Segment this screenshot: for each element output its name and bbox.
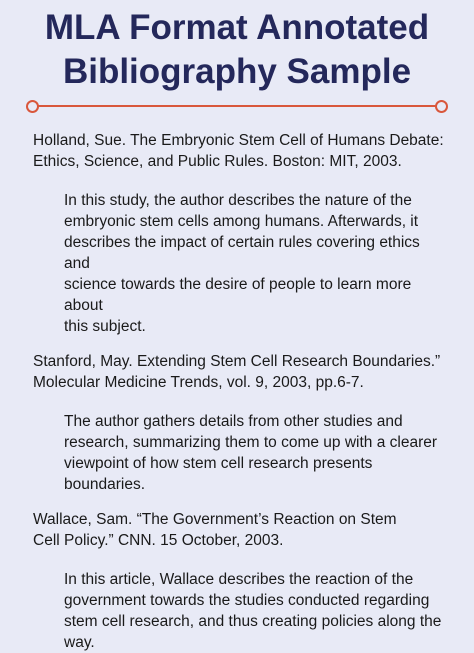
annotation-line: The author gathers details from other studies and <box>64 413 403 430</box>
annotation-line: science towards the desire of people to learn more about <box>64 276 412 314</box>
title-line-1: MLA Format Annotated <box>44 8 430 47</box>
annotation <box>64 190 444 337</box>
citation-line: Stanford, May. Extending Stem Cell Research Boundaries.” <box>33 353 441 370</box>
citation <box>33 130 453 172</box>
annotation <box>64 569 444 653</box>
title-line-2: Bibliography Sample <box>62 52 412 91</box>
annotation-line: viewpoint of how stem cell research presents <box>64 455 373 472</box>
annotation-line: embryonic stem cells among humans. Afterwards, it <box>64 213 419 230</box>
bibliography-entry <box>0 509 474 653</box>
bibliography-entry <box>0 130 474 337</box>
annotation-line: this subject. <box>64 318 146 335</box>
bibliography-entries <box>0 128 474 653</box>
annotation <box>64 411 444 495</box>
citation <box>33 351 453 393</box>
divider-right-circle-icon <box>435 100 448 113</box>
bibliography-entry <box>0 351 474 495</box>
annotation-line: In this article, Wallace describes the reaction of the <box>64 571 414 588</box>
title-divider <box>26 100 448 112</box>
annotation-line: government towards the studies conducted regarding <box>64 592 430 609</box>
annotation-line: way. <box>64 634 95 651</box>
divider-line <box>34 105 440 107</box>
annotation-line: In this study, the author describes the nature of the <box>64 192 412 209</box>
citation-line: Holland, Sue. The Embryonic Stem Cell of Humans Debate: <box>33 132 444 149</box>
annotation-line: boundaries. <box>64 476 146 493</box>
citation-line: Ethics, Science, and Public Rules. Boston: MIT, 2003. <box>33 153 402 170</box>
annotation-line: describes the impact of certain rules covering ethics and <box>64 234 420 272</box>
annotation-line: research, summarizing them to come up with a clearer <box>64 434 438 451</box>
citation-line: Molecular Medicine Trends, vol. 9, 2003, pp.6-7. <box>33 374 364 391</box>
citation-line: Cell Policy.” CNN. 15 October, 2003. <box>33 532 284 549</box>
annotation-line: stem cell research, and thus creating policies along the <box>64 613 442 630</box>
divider-left-circle-icon <box>26 100 39 113</box>
citation <box>33 509 453 551</box>
page-title <box>0 0 474 94</box>
citation-line: Wallace, Sam. “The Government’s Reaction on Stem <box>33 511 397 528</box>
